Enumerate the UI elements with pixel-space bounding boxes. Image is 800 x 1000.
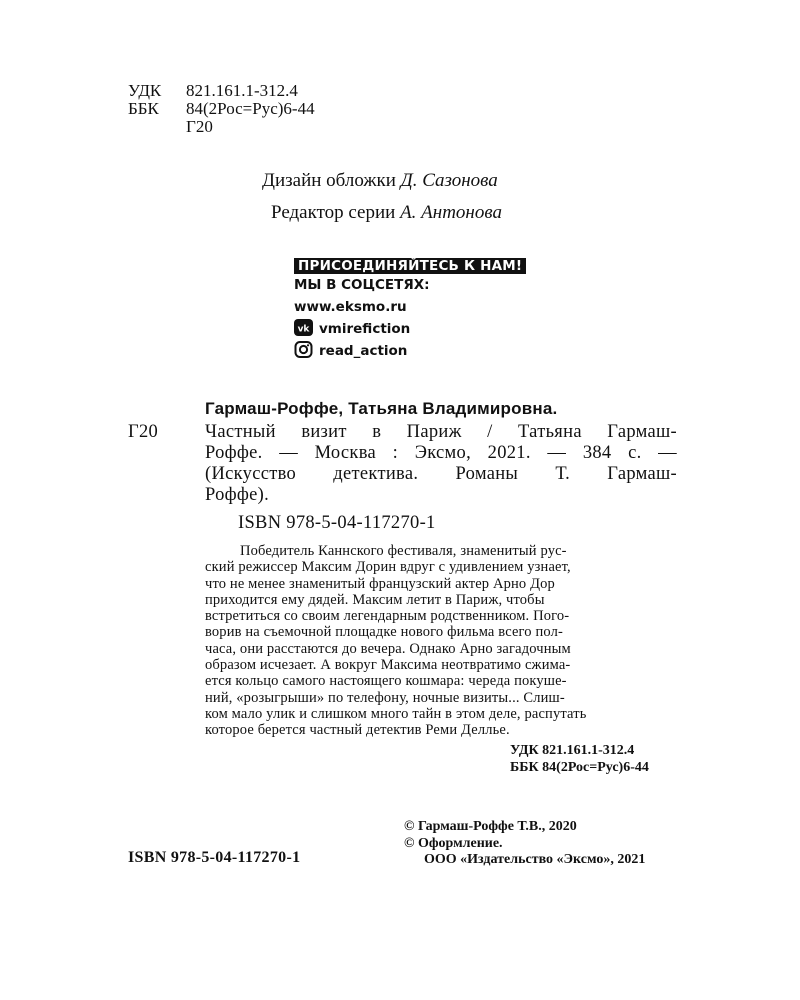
copyright-block bbox=[404, 819, 645, 869]
biblio-word: (Искусство bbox=[205, 464, 297, 484]
biblio-word: Частный bbox=[205, 422, 276, 442]
author-mark-left: Г20 bbox=[128, 422, 159, 442]
biblio-word: визит bbox=[301, 422, 347, 442]
instagram-handle: read_action bbox=[319, 343, 408, 359]
annotation-line: образом исчезает. А вокруг Максима неотвратимо сжима- bbox=[205, 657, 571, 674]
footer-bbk: ББК 84(2Рос=Рус)6-44 bbox=[510, 759, 649, 775]
cover-design-credit bbox=[262, 170, 498, 192]
social-banner: ПРИСОЕДИНЯЙТЕСЬ К НАМ! bbox=[294, 258, 526, 274]
author-mark-line bbox=[128, 118, 315, 136]
copyright-publisher: ООО «Издательство «Эксмо», 2021 bbox=[424, 852, 646, 867]
annotation bbox=[205, 543, 712, 739]
vk-handle: vmirefiction bbox=[319, 321, 411, 337]
biblio-word: детектива. bbox=[333, 464, 419, 484]
biblio-line-1 bbox=[205, 422, 677, 443]
udk-value: 821.161.1-312.4 bbox=[186, 81, 298, 100]
biblio-line-2 bbox=[205, 443, 677, 464]
isbn-entry: ISBN 978-5-04-117270-1 bbox=[238, 513, 436, 533]
instagram-row[interactable] bbox=[294, 340, 526, 362]
biblio-word: Т. bbox=[555, 464, 571, 484]
series-editor-label: Редактор серии bbox=[271, 202, 396, 223]
footer-classification bbox=[510, 743, 649, 776]
biblio-word: Гармаш- bbox=[607, 422, 677, 442]
biblio-word: Роффе. bbox=[205, 443, 263, 463]
classification-header bbox=[128, 82, 315, 136]
biblio-word: Эксмо, bbox=[414, 443, 472, 463]
annotation-line: Победитель Каннского фестиваля, знаменитый рус- bbox=[240, 543, 567, 559]
biblio-word: — bbox=[547, 443, 567, 463]
biblio-word: : bbox=[392, 443, 399, 463]
bbk-value: 84(2Рос=Рус)6-44 bbox=[186, 99, 315, 118]
bibliographic-description bbox=[205, 422, 677, 506]
author-mark: Г20 bbox=[186, 117, 213, 136]
biblio-word: в bbox=[372, 422, 382, 442]
biblio-line-4: Роффе). bbox=[205, 485, 270, 505]
biblio-word: с. bbox=[628, 443, 642, 463]
annotation-line: что не менее знаменитый французский актер Арно Дор bbox=[205, 575, 555, 592]
series-editor-credit bbox=[271, 202, 502, 224]
annotation-line: которое берется частный детектив Реми Деллье. bbox=[205, 722, 510, 739]
annotation-line: ний, «розыгрыши» по телефону, ночные визиты... Слиш- bbox=[205, 689, 565, 706]
social-subtitle: МЫ В СОЦСЕТЯХ: bbox=[294, 277, 430, 293]
bbk-label: ББК bbox=[128, 99, 159, 118]
biblio-line-3 bbox=[205, 464, 677, 485]
biblio-word: / bbox=[487, 422, 493, 442]
biblio-word: Романы bbox=[455, 464, 519, 484]
author-heading: Гармаш-Роффе, Татьяна Владимировна. bbox=[205, 399, 558, 418]
cover-design-name: Д. Сазонова bbox=[400, 170, 498, 191]
udk-line bbox=[128, 82, 315, 100]
biblio-word: 384 bbox=[582, 443, 612, 463]
annotation-line: встретиться со своим легендарным родственником. Пого- bbox=[205, 608, 570, 625]
biblio-word: — bbox=[279, 443, 299, 463]
copyright-author: © Гармаш-Роффе Т.В., 2020 bbox=[404, 819, 577, 834]
udk-label: УДК bbox=[128, 81, 162, 100]
biblio-word: Париж bbox=[406, 422, 462, 442]
vk-icon bbox=[294, 319, 313, 336]
biblio-word: 2021. bbox=[487, 443, 531, 463]
vk-row[interactable] bbox=[294, 318, 526, 340]
copyright-design: © Оформление. bbox=[404, 835, 503, 851]
instagram-icon bbox=[294, 341, 313, 358]
bbk-line bbox=[128, 100, 315, 118]
cover-design-label: Дизайн обложки bbox=[262, 170, 396, 191]
series-editor-name: А. Антонова bbox=[400, 202, 502, 223]
social-block bbox=[294, 258, 526, 362]
annotation-line: ком мало улик и слишком много тайн в этом деле, распутать bbox=[205, 705, 587, 722]
website-link[interactable]: www.eksmo.ru bbox=[294, 299, 407, 315]
annotation-line: часа, они расстаются до вечера. Однако Арно загадочным bbox=[205, 640, 571, 657]
annotation-line: ется кольцо самого настоящего кошмара: череда покуше- bbox=[205, 673, 567, 690]
annotation-line: приходится ему дядей. Максим летит в Париж, чтобы bbox=[205, 591, 545, 608]
biblio-word: Гармаш- bbox=[607, 464, 677, 484]
svg-text:vk: vk bbox=[297, 324, 310, 335]
annotation-line: ворив на съемочной площадке нового фильма всего пол- bbox=[205, 624, 563, 641]
annotation-line: ский режиссер Максим Дорин вдруг с удивлением узнает, bbox=[205, 559, 571, 576]
isbn-footer: ISBN 978-5-04-117270-1 bbox=[128, 849, 301, 866]
footer-udk: УДК 821.161.1-312.4 bbox=[510, 743, 635, 758]
biblio-word: — bbox=[658, 443, 677, 463]
biblio-word: Москва bbox=[314, 443, 377, 463]
biblio-word: Татьяна bbox=[518, 422, 582, 442]
